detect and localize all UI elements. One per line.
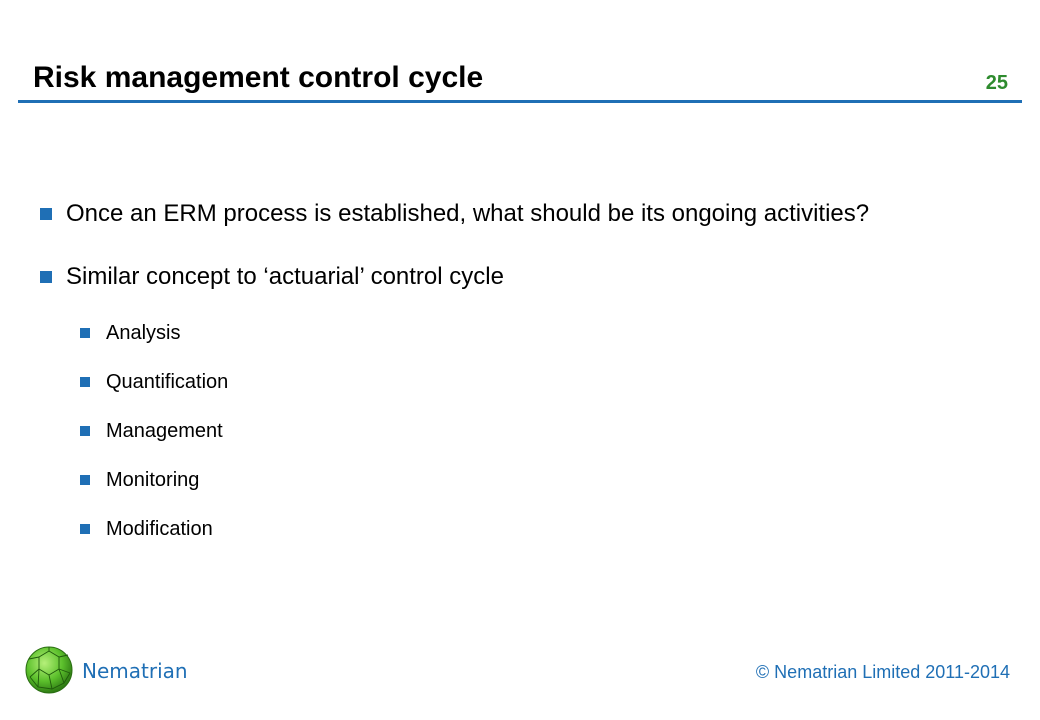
footer-brand: Nematrian	[82, 659, 188, 683]
sub-bullet-item	[80, 467, 199, 493]
footer-copyright: © Nematrian Limited 2011-2014	[755, 662, 1010, 682]
bullet-square-icon	[80, 328, 90, 338]
bullet-square-icon	[80, 377, 90, 387]
sub-bullet-text: Modification	[106, 518, 213, 540]
sub-bullet-text: Analysis	[106, 322, 181, 344]
bullet-item	[40, 199, 869, 229]
green-polyhedron-logo-icon	[24, 645, 74, 695]
bullet-item	[40, 262, 504, 292]
slide-title: Risk management control cycle	[33, 61, 484, 94]
bullet-square-icon	[80, 426, 90, 436]
sub-bullet-item	[80, 418, 223, 444]
sub-bullet-item	[80, 516, 213, 542]
sub-bullet-item	[80, 320, 180, 346]
bullet-square-icon	[40, 208, 52, 220]
sub-bullet-text: Quantification	[106, 371, 229, 393]
sub-bullet-text: Monitoring	[106, 469, 200, 491]
page-number: 25	[985, 72, 1008, 94]
bullet-text: Once an ERM process is established, what should be its ongoing activities?	[66, 200, 870, 227]
bullet-square-icon	[80, 524, 90, 534]
bullet-text: Similar concept to ‘actuarial’ control cycle	[66, 263, 504, 290]
bullet-square-icon	[40, 271, 52, 283]
sub-bullet-text: Management	[106, 420, 223, 442]
sub-bullet-item	[80, 369, 228, 395]
bullet-square-icon	[80, 475, 90, 485]
